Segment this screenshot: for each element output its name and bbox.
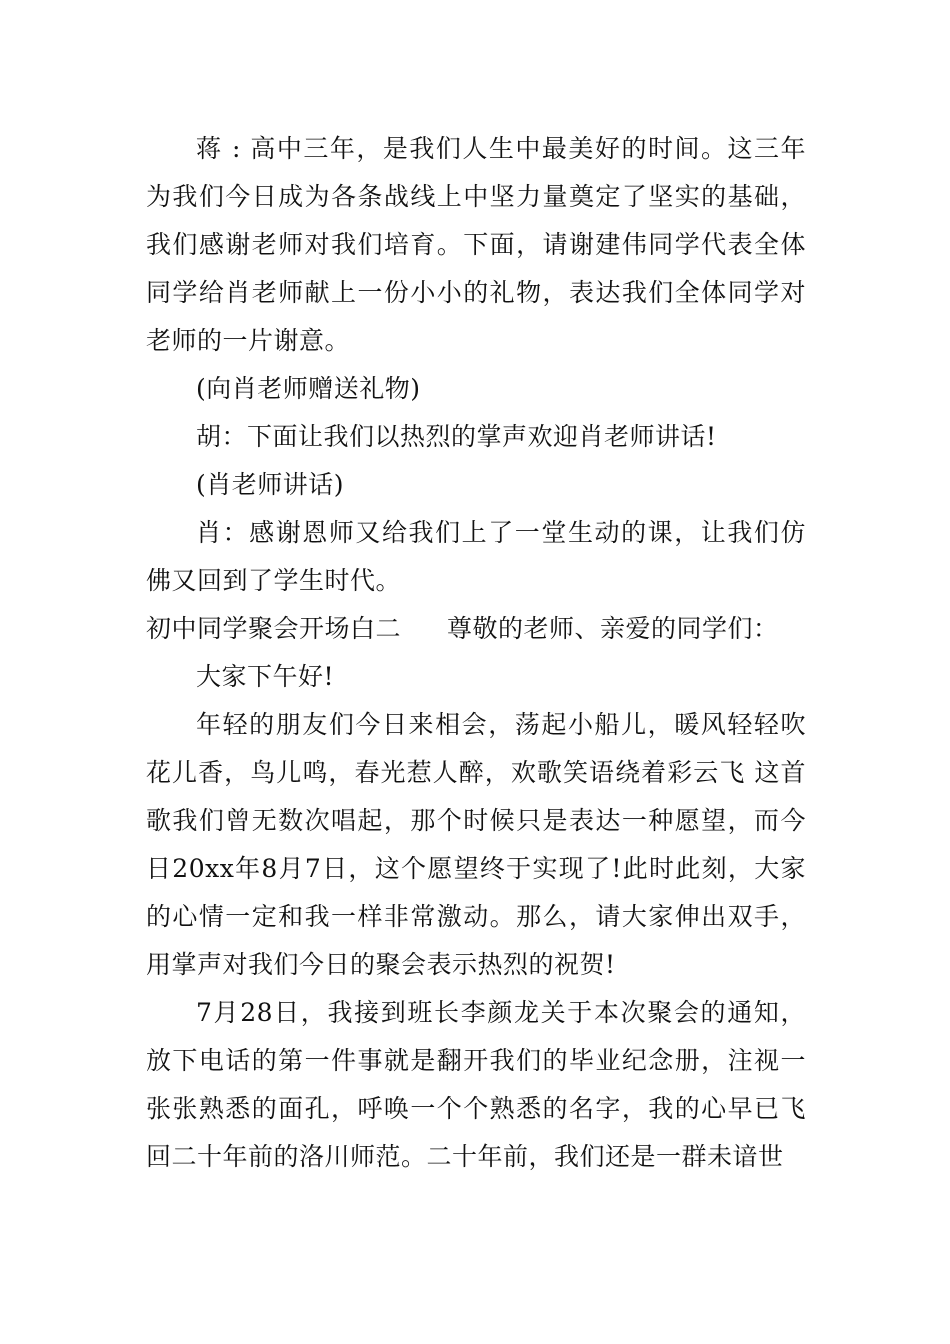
paragraph-xiao-speech: 肖：感谢恩师又给我们上了一堂生动的课，让我们仿佛又回到了学生时代。 [146,518,806,595]
paragraph-notification: 7月28日，我接到班长李颜龙关于本次聚会的通知，放下电话的第一件事就是翻开我们的毕业纪念册，注视一张张熟悉的面孔，呼唤一个个熟悉的名字，我的心早已飞回二十年前的洛川师范。二十年前，我们还是一群未谙世 [146,998,806,1171]
paragraph-teacher-speech-note: (肖老师讲话) [196,470,345,499]
paragraph-good-afternoon: 大家下午好! [196,662,335,691]
paragraph-hu-speech: 胡：下面让我们以热烈的掌声欢迎肖老师讲话! [196,422,717,451]
paragraph-jiang-speech: 蒋 : 高中三年，是我们人生中最美好的时间。这三年为我们今日成为各条战线上中坚力量奠定了坚实的基础，我们感谢老师对我们培育。下面，请谢建伟同学代表全体同学给肖老师献上一份小小的礼物，表达我们全体同学对老师的一片谢意。 [146,134,806,355]
paragraph-song-intro: 年轻的朋友们今日来相会，荡起小船儿，暖风轻轻吹花儿香，鸟儿鸣，春光惹人醉，欢歌笑语绕着彩云飞 这首歌我们曾无数次唱起，那个时候只是表达一种愿望，而今日20xx年8月7日，这个愿望终于实现了!此时此刻，大家的心情一定和我一样非常激动。那么，请大家伸出双手，用掌声对我们今日的聚会表示热烈的祝贺! [146,710,806,979]
section-heading: 初中同学聚会开场白二 [146,614,402,643]
section-heading-line [146,605,806,653]
section-greeting: 尊敬的老师、亲爱的同学们： [447,614,779,643]
document-body [146,125,806,1181]
paragraph-gift-note: (向肖老师赠送礼物) [196,374,421,403]
